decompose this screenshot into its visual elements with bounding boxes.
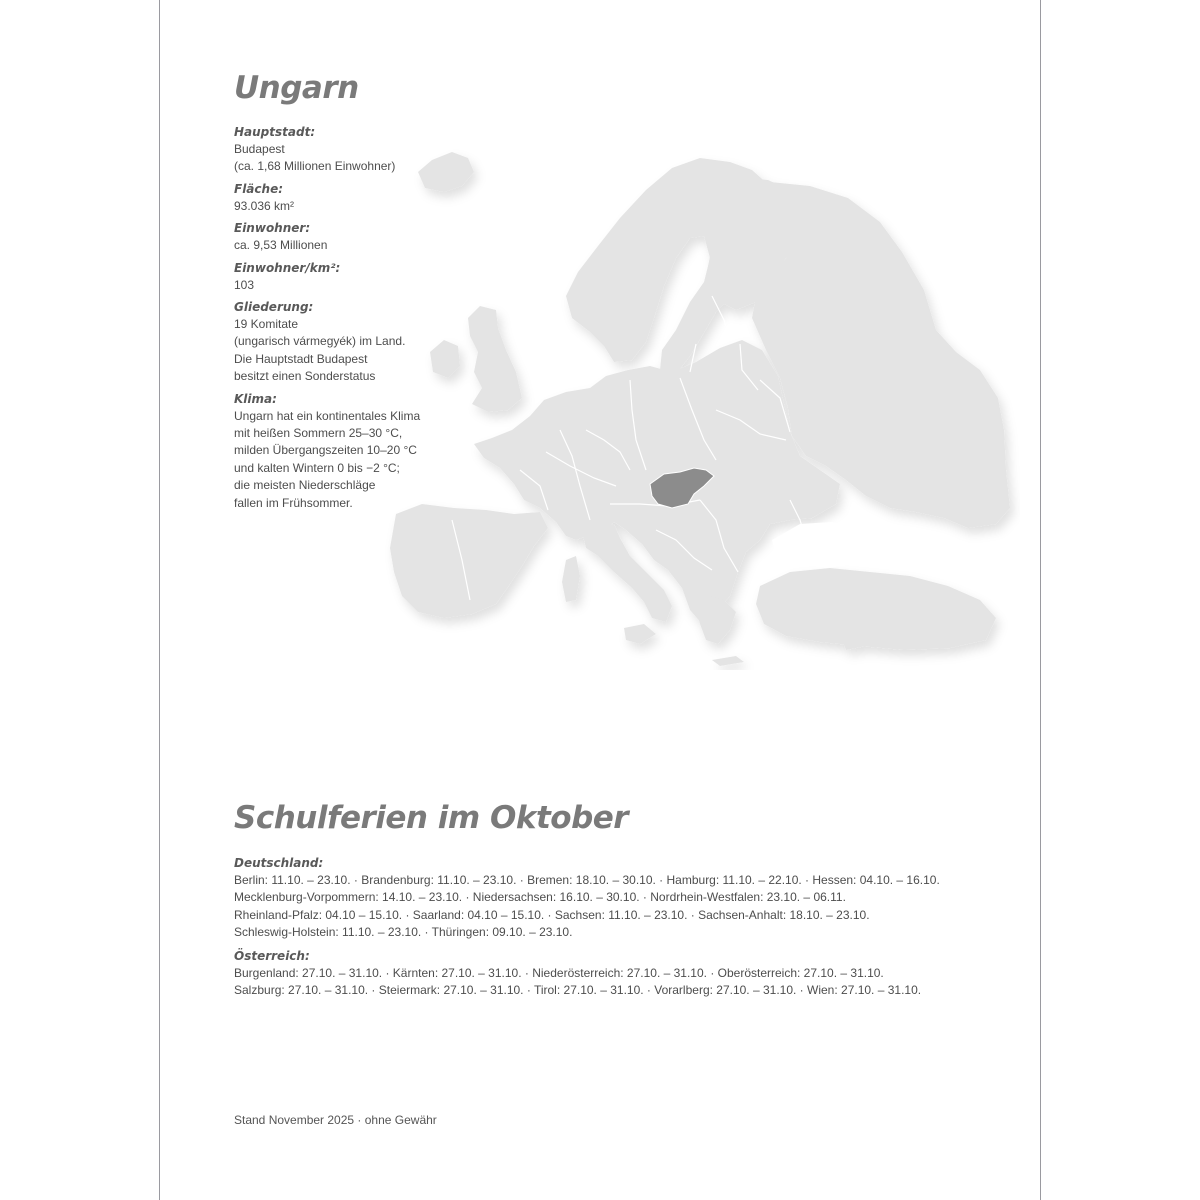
fact-value: Ungarn hat ein kontinentales Klima mit heißen Sommern 25–30 °C, milden Übergangszeiten 10–20 °C und kalten Wintern 0 bis −2 °C; die meisten Niederschläge fallen im Frühsommer. xyxy=(234,408,421,510)
crete-shape xyxy=(712,656,744,666)
holidays-line: Burgenland: 27.10. – 31.10. · Kärnten: 27.10. – 31.10. · Niederösterreich: 27.10. – 31.10. · Oberösterreich: 27.10. – 31.10. xyxy=(234,965,884,980)
holidays-country-label: Deutschland: xyxy=(234,856,324,870)
holidays-line: Salzburg: 27.10. – 31.10. · Steiermark: 27.10. – 31.10. · Tirol: 27.10. – 31.10. · Vorarlberg: 27.10. – 31.10. · Wien: 27.10. – 31.10. xyxy=(234,983,922,998)
greece-shape xyxy=(694,596,736,644)
fact-label: Gliederung: xyxy=(234,300,314,315)
footer-note: Stand November 2025 · ohne Gewähr xyxy=(234,1113,437,1127)
fact-value: 93.036 km² xyxy=(234,198,295,213)
iberia-shape xyxy=(390,504,548,618)
holidays-title: Schulferien im Oktober xyxy=(234,800,629,836)
sardinia-shape xyxy=(562,556,580,602)
holidays-line: Rheinland-Pfalz: 04.10 – 15.10. · Saarland: 04.10 – 15.10. · Sachsen: 11.10. – 23.10. · Sachsen-Anhalt: 18.10. – 23.10. xyxy=(234,907,870,922)
fact-label: Einwohner: xyxy=(234,221,311,236)
fact-value: ca. 9,53 Millionen xyxy=(234,238,328,253)
iceland-shape xyxy=(418,152,474,192)
turkey-shape xyxy=(756,568,996,650)
holidays-list xyxy=(234,855,994,1005)
holidays-line: Schleswig-Holstein: 11.10. – 23.10. · Thüringen: 09.10. – 23.10. xyxy=(234,925,573,940)
fact-label: Einwohner/km²: xyxy=(234,260,341,275)
holidays-austria xyxy=(234,948,994,1000)
fact-label: Klima: xyxy=(234,391,277,406)
fact-value: 19 Komitate (ungarisch vármegyék) im Land. Die Hauptstadt Budapest besitzt einen Sonderstatus xyxy=(234,317,406,384)
great-britain-shape xyxy=(468,306,522,412)
fact-value: Budapest (ca. 1,68 Millionen Einwohner) xyxy=(234,142,396,174)
holidays-germany xyxy=(234,855,994,942)
ireland-shape xyxy=(430,340,460,378)
holidays-country-label: Österreich: xyxy=(234,948,310,963)
sicily-shape xyxy=(624,624,656,644)
fact-label: Hauptstadt: xyxy=(234,125,316,139)
europe-landmass xyxy=(390,152,1010,666)
fact-value: 103 xyxy=(234,277,255,292)
country-title: Ungarn xyxy=(234,70,359,106)
holidays-line: Mecklenburg-Vorpommern: 14.10. – 23.10. · Niedersachsen: 16.10. – 30.10. · Nordrhein-Westfalen: 23.10. – 06.11. xyxy=(234,890,846,905)
europe-map xyxy=(360,140,1020,670)
black-sea-shape xyxy=(772,522,878,568)
fact-label: Fläche: xyxy=(234,181,284,196)
holidays-line: Berlin: 11.10. – 23.10. · Brandenburg: 11.10. – 23.10. · Bremen: 18.10. – 30.10. · Hamburg: 11.10. – 22.10. · Hessen: 04.10. – 16.10. xyxy=(234,873,940,887)
